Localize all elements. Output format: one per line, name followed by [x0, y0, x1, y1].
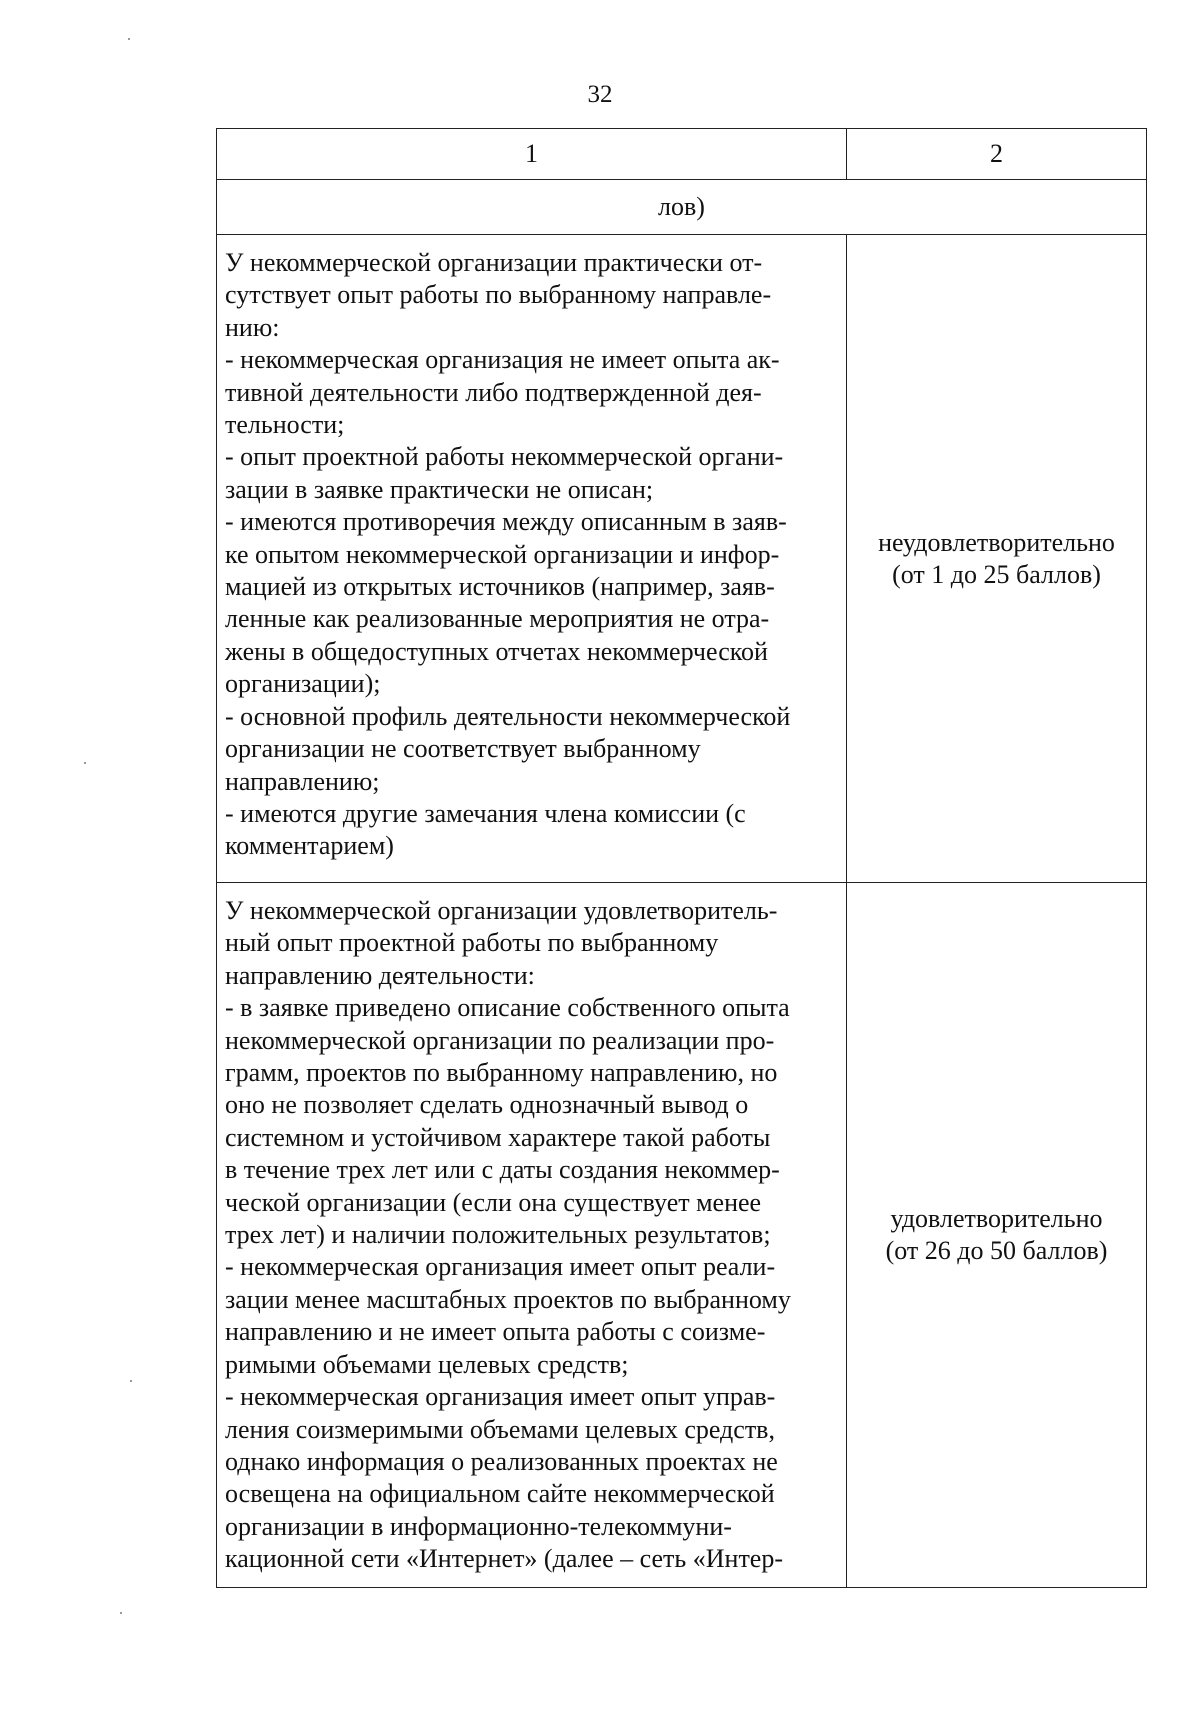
criterion-cell: [217, 235, 847, 883]
grade-cell: [847, 235, 1147, 883]
criterion-line: освещена на официальном сайте некоммерческой: [225, 1479, 775, 1509]
header-cell-2: 2: [847, 129, 1147, 180]
criterion-line: организации не соответствует выбранному: [225, 734, 701, 764]
criterion-line: ленные как реализованные мероприятия не отра-: [225, 604, 770, 634]
scan-speck: [84, 762, 86, 764]
scan-speck: [130, 1380, 132, 1382]
criterion-line: жены в общедоступных отчетах некоммерческой: [225, 636, 768, 666]
criterion-line: направлению деятельности:: [225, 960, 535, 990]
criterion-line: - опыт проектной работы некоммерческой органи-: [225, 442, 784, 472]
header-cell-1: 1: [217, 129, 847, 180]
criterion-line: - имеются другие замечания члена комиссии (с: [225, 798, 746, 828]
table-header-row: [217, 129, 1147, 180]
criterion-line: в течение трех лет или с даты создания некоммер-: [225, 1155, 780, 1185]
criterion-line: зации в заявке практически не описан;: [225, 474, 654, 504]
scan-speck: [120, 1612, 122, 1614]
criterion-line: организации);: [225, 669, 381, 699]
criterion-line: оно не позволяет сделать однозначный вывод о: [225, 1090, 749, 1120]
criterion-line: ный опыт проектной работы по выбранному: [225, 928, 719, 958]
criterion-line: - имеются противоречия между описанным в заяв-: [225, 507, 787, 537]
criterion-line: трех лет) и наличии положительных результатов;: [225, 1220, 771, 1250]
criterion-line: направлению и не имеет опыта работы с соизме-: [225, 1317, 766, 1347]
criterion-line: ческой организации (если она существует менее: [225, 1187, 762, 1217]
criterion-line: У некоммерческой организации практически от-: [225, 248, 763, 277]
criterion-line: сутствует опыт работы по выбранному направле-: [225, 280, 772, 310]
continuation-cell: лов): [217, 180, 1147, 235]
continuation-row: [217, 180, 1147, 235]
criterion-line: однако информация о реализованных проектах не: [225, 1446, 778, 1476]
score-range: (от 26 до 50 баллов): [885, 1236, 1108, 1265]
criterion-line: - в заявке приведено описание собственного опыта: [225, 993, 790, 1023]
criterion-line: ке опытом некоммерческой организации и инфор-: [225, 539, 780, 569]
criterion-line: - основной профиль деятельности некоммерческой: [225, 701, 791, 731]
criterion-line: нию:: [225, 312, 280, 342]
table-row: [217, 235, 1147, 883]
criteria-table: [216, 128, 1147, 1588]
scan-speck: [128, 38, 130, 40]
criterion-cell: [217, 883, 847, 1588]
table-row: [217, 883, 1147, 1588]
criterion-line: кационной сети «Интернет» (далее – сеть «Интер-: [225, 1544, 784, 1574]
criterion-line: мацией из открытых источников (например, заяв-: [225, 572, 775, 602]
criterion-line: У некоммерческой организации удовлетворитель-: [225, 896, 778, 925]
page-number: 32: [587, 81, 613, 108]
grade-label: удовлетворительно: [890, 1204, 1103, 1233]
criterion-line: организации в информационно-телекоммуни-: [225, 1511, 732, 1541]
criterion-line: - некоммерческая организация имеет опыт реали-: [225, 1252, 776, 1282]
grade-cell: [847, 883, 1147, 1588]
criterion-line: грамм, проектов по выбранному направлению, но: [225, 1058, 778, 1088]
criterion-line: направлению;: [225, 766, 380, 796]
score-range: (от 1 до 25 баллов): [892, 559, 1101, 589]
grade-label: неудовлетворительно: [878, 527, 1115, 557]
criterion-line: тельности;: [225, 410, 345, 440]
criterion-line: римыми объемами целевых средств;: [225, 1349, 629, 1379]
criterion-text: [217, 883, 846, 1584]
criterion-line: - некоммерческая организация не имеет опыта ак-: [225, 345, 780, 375]
criterion-line: тивной деятельности либо подтвержденной дея-: [225, 377, 762, 407]
criterion-line: зации менее масштабных проектов по выбранному: [225, 1284, 791, 1314]
criterion-text: [217, 235, 846, 871]
criterion-line: ления соизмеримыми объемами целевых средств,: [225, 1414, 775, 1444]
criterion-line: - некоммерческая организация имеет опыт управ-: [225, 1382, 776, 1412]
criterion-line: некоммерческой организации по реализации про-: [225, 1025, 775, 1055]
criterion-line: комментарием): [225, 831, 394, 861]
criterion-line: системном и устойчивом характере такой работы: [225, 1122, 771, 1152]
